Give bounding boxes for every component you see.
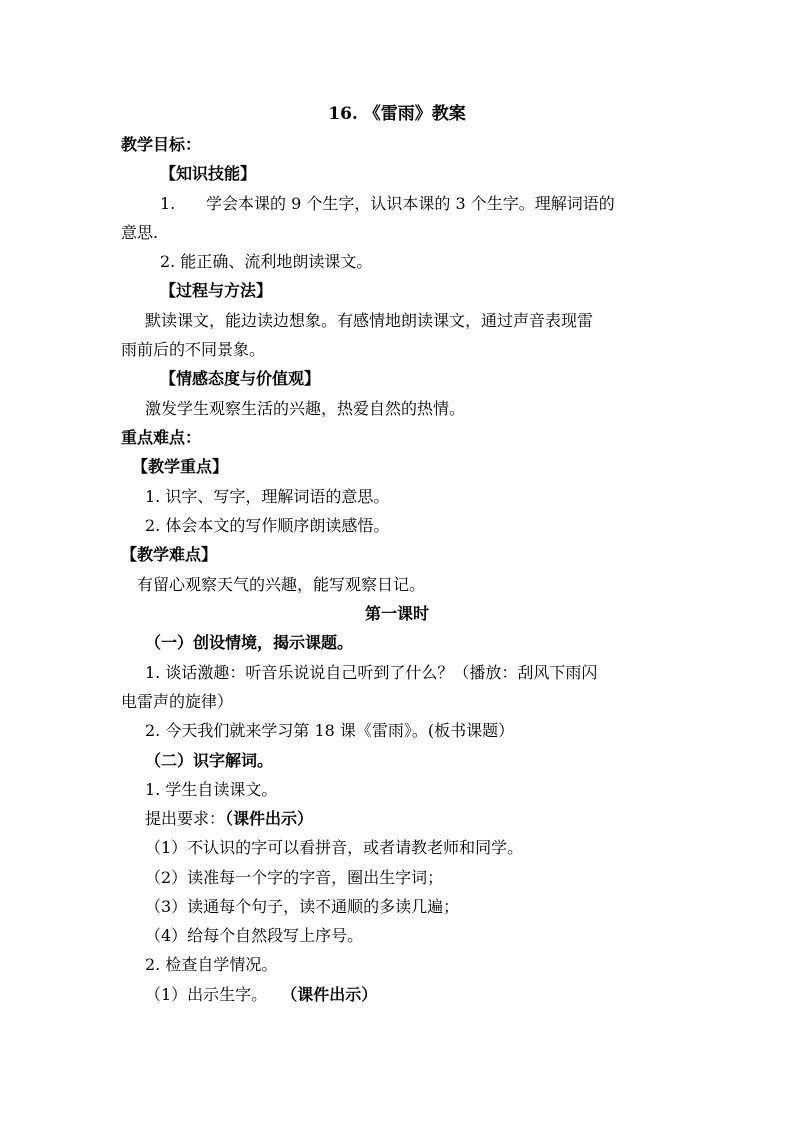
courseware-tag: （课件出示） <box>225 809 314 828</box>
teaching-focus-item-1: 1. 识字、写字，理解词语的意思。 <box>145 487 390 506</box>
part-1-item-1-line-1: 1. 谈话激趣：听音乐说说自己听到了什么？（播放：刮风下雨闪 <box>145 663 598 682</box>
objectives-heading: 教学目标： <box>121 135 202 154</box>
emotion-values-text: 激发学生观察生活的兴趣，热爱自然的热情。 <box>145 399 466 418</box>
knowledge-item-2: 2. 能正确、流利地朗读课文。 <box>160 252 373 271</box>
lesson-one-heading: 第一课时 <box>364 604 429 623</box>
teaching-difficulty-heading: 【教学难点】 <box>121 545 218 564</box>
part-1-item-1-line-2: 电雷声的旋律） <box>121 692 234 711</box>
knowledge-item-1-text: 学会本课的 9 个生字，认识本课的 3 个生字。理解词语的 <box>206 194 615 213</box>
part-1-item-2: 2. 今天我们就来学习第 18 课《雷雨》。(板书课题） <box>145 721 515 740</box>
check-line-1 <box>145 984 377 1006</box>
part-2-item-2: 2. 检查自学情况。 <box>145 955 278 974</box>
page-title: 16. 《雷雨》教案 <box>328 104 466 124</box>
part-2-heading: （二）识字解词。 <box>145 751 274 770</box>
part-1-heading: （一）创设情境，揭示课题。 <box>145 633 354 652</box>
requirements-line <box>145 808 313 830</box>
teaching-focus-heading: 【教学重点】 <box>132 457 229 476</box>
check-1-courseware-tag: （课件出示） <box>281 985 378 1004</box>
part-2-item-1: 1. 学生自读课文。 <box>145 780 278 799</box>
process-methods-text-line-1: 默读课文，能边读边想象。有感情地朗读课文，通过声音表现雷 <box>145 311 594 330</box>
process-methods-text-line-2: 雨前后的不同景象。 <box>121 340 266 359</box>
emotion-values-heading: 【情感态度与价值观】 <box>160 369 321 388</box>
check-1-prefix: （1）出示生字。 <box>145 985 268 1004</box>
requirement-4: （4）给每个自然段写上序号。 <box>145 926 364 945</box>
knowledge-item-1-continuation: 意思. <box>121 223 159 242</box>
teaching-difficulty-text: 有留心观察天气的兴趣，能写观察日记。 <box>137 575 426 594</box>
knowledge-item-1-number: 1. <box>160 194 176 213</box>
requirement-3: （3）读通每个句子，读不通顺的多读几遍； <box>145 897 460 916</box>
key-difficult-heading: 重点难点： <box>121 428 202 447</box>
requirements-prefix: 提出要求： <box>145 809 226 828</box>
requirement-1: （1）不认识的字可以看拼音，或者请教老师和同学。 <box>145 838 524 857</box>
knowledge-skills-heading: 【知识技能】 <box>160 164 257 183</box>
requirement-2: （2）读准每一个字的字音，圈出生字词； <box>145 868 444 887</box>
process-methods-heading: 【过程与方法】 <box>160 281 273 300</box>
teaching-focus-item-2: 2. 体会本文的写作顺序朗读感悟。 <box>145 516 390 535</box>
